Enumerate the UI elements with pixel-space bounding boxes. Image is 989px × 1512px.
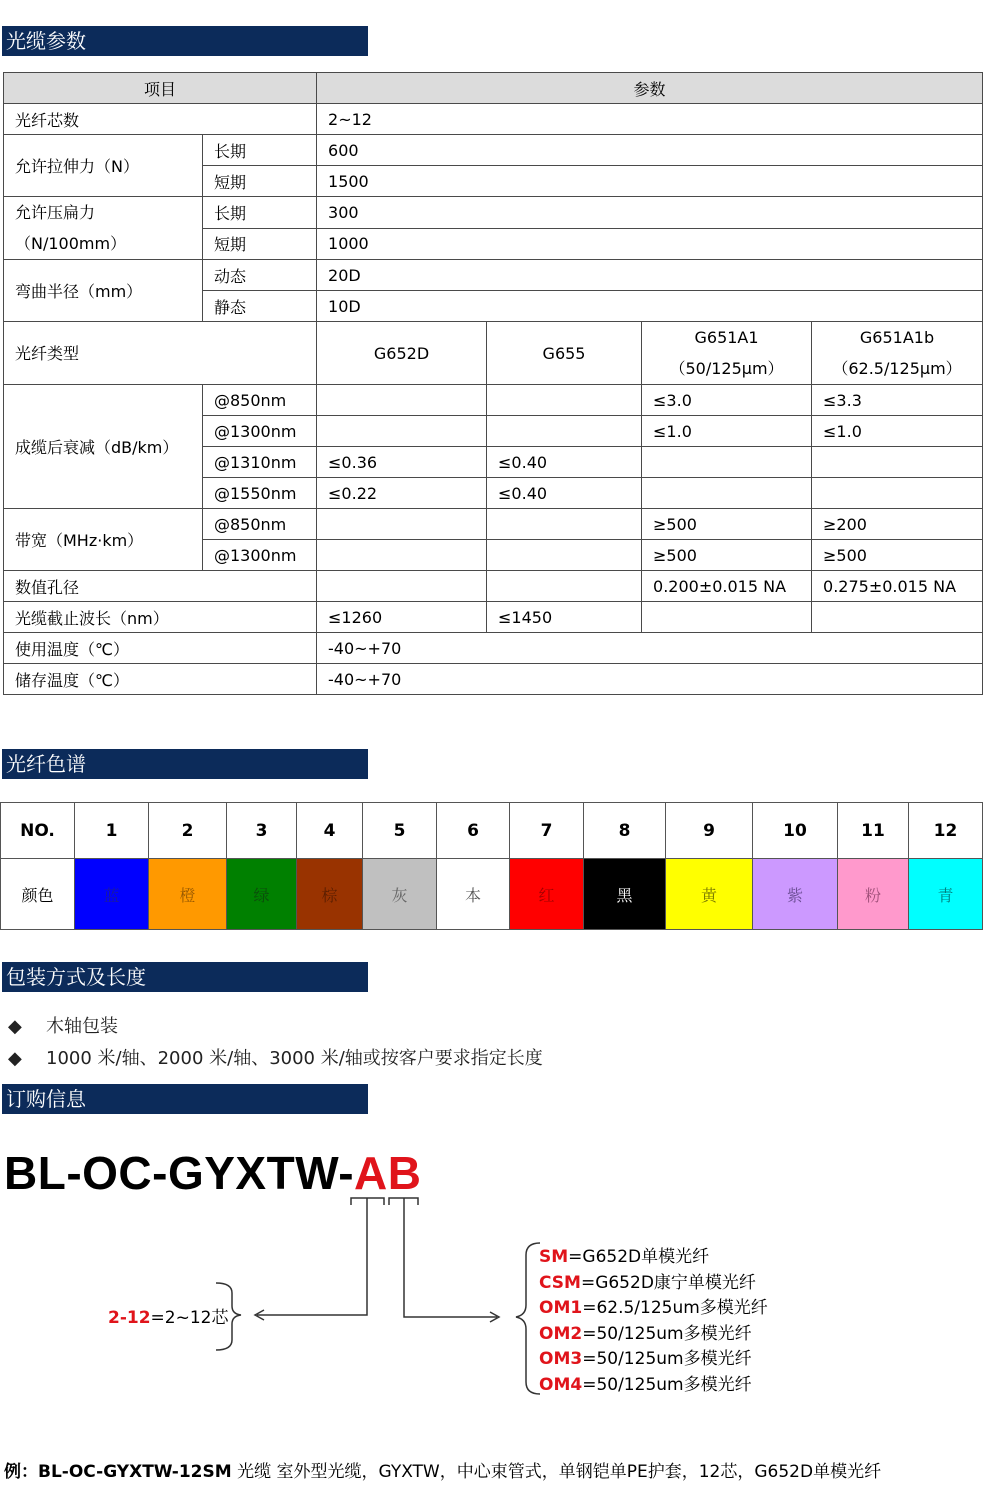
row-label: 光纤类型 (4, 322, 317, 385)
cell: ≤0.40 (487, 447, 642, 478)
sub-label: 短期 (203, 228, 317, 260)
color-number: 3 (227, 803, 297, 859)
color-number: 11 (838, 803, 909, 859)
model-suffix: AB (354, 1147, 422, 1199)
sub-label: @1300nm (203, 540, 317, 571)
row-value: 2~12 (317, 104, 983, 135)
color-number: 9 (666, 803, 753, 859)
cell: 0.275±0.015 NA (812, 571, 983, 602)
row-label: 成缆后衰减（dB/km） (4, 385, 203, 509)
cell: ≤1450 (487, 602, 642, 633)
fiber-option (539, 1370, 752, 1395)
cell: 0.200±0.015 NA (642, 571, 812, 602)
cell: ≥500 (642, 509, 812, 540)
color-number: 2 (149, 803, 227, 859)
crush-label-line1: 允许压扁力 (15, 203, 96, 222)
fiber-option-key: CSM (539, 1272, 581, 1293)
sub-label: 静态 (203, 291, 317, 322)
row-value: 600 (317, 135, 983, 166)
diamond-bullet-icon: ◆ (8, 1016, 22, 1037)
header-param: 参数 (317, 73, 983, 104)
no-header: NO. (1, 803, 75, 859)
row-label: 带宽（MHz·km） (4, 509, 203, 571)
fiber-option-desc: =50/125um多模光纤 (582, 1349, 752, 1370)
sub-label: @1310nm (203, 447, 317, 478)
packaging-text: 木轴包装 (46, 1016, 118, 1037)
example-label: 例：BL-OC-GYXTW-12SM (4, 1462, 232, 1482)
fiber-option-desc: =50/125um多模光纤 (582, 1375, 752, 1395)
row-value: -40~+70 (317, 633, 983, 664)
section-title-fiber-colors: 光纤色谱 (2, 749, 368, 779)
color-swatch: 红 (510, 859, 584, 930)
example-text: 光缆 室外型光缆，GYXTW，中心束管式，单钢铠单PE护套，12芯，G652D单模光纤 (231, 1462, 882, 1482)
cell: ≥500 (642, 540, 812, 571)
fiber-option-key: SM (539, 1247, 569, 1267)
crush-label-line2: （N/100mm） (15, 234, 127, 253)
color-swatch: 黄 (666, 859, 753, 930)
section-title-cable-params: 光缆参数 (2, 26, 368, 56)
cores-key: 2-12 (108, 1308, 151, 1328)
fiber-option (539, 1268, 756, 1293)
sub-label: 长期 (203, 197, 317, 229)
section-title-ordering: 订购信息 (2, 1084, 368, 1114)
cell: ≤1260 (317, 602, 487, 633)
packaging-text: 1000 米/轴、2000 米/轴、3000 米/轴或按客户要求指定长度 (46, 1048, 543, 1069)
cell: ≤0.40 (487, 478, 642, 509)
cell: ≥500 (812, 540, 983, 571)
cores-option (108, 1303, 228, 1328)
fiber-type-g651a1-line2: （50/125μm） (669, 359, 784, 378)
row-value: 10D (317, 291, 983, 322)
row-label: 光缆截止波长（nm） (4, 602, 317, 633)
model-prefix: BL-OC-GYXTW- (4, 1147, 355, 1199)
fiber-type-g651a1b-line1: G651A1b (859, 328, 935, 347)
fiber-option-desc: =G652D康宁单模光纤 (580, 1272, 756, 1293)
fiber-option-key: OM3 (539, 1349, 583, 1370)
color-number: 5 (363, 803, 437, 859)
row-label: 数值孔径 (4, 571, 317, 602)
diamond-bullet-icon: ◆ (8, 1048, 22, 1069)
color-swatch: 青 (909, 859, 983, 930)
cell: ≤1.0 (642, 416, 812, 447)
color-swatch: 灰 (363, 859, 437, 930)
brace-options (516, 1243, 540, 1394)
cell: ≤1.0 (812, 416, 983, 447)
fiber-option (539, 1319, 752, 1344)
color-swatch: 粉 (838, 859, 909, 930)
row-value: 1000 (317, 228, 983, 260)
row-value: 20D (317, 260, 983, 291)
fiber-option-key: OM1 (539, 1298, 583, 1319)
sub-label: @850nm (203, 509, 317, 540)
fiber-option-desc: =G652D单模光纤 (568, 1247, 710, 1267)
row-label: 允许拉伸力（N） (4, 135, 203, 197)
fiber-option (539, 1242, 709, 1267)
color-number: 4 (297, 803, 363, 859)
sub-label: @1550nm (203, 478, 317, 509)
color-swatch: 黑 (584, 859, 666, 930)
row-label: 弯曲半径（mm） (4, 260, 203, 322)
color-swatch: 绿 (227, 859, 297, 930)
row-label: 使用温度（℃） (4, 633, 317, 664)
cell: ≤0.36 (317, 447, 487, 478)
color-header: 颜色 (1, 859, 75, 930)
fiber-option-key: OM2 (539, 1323, 583, 1344)
fiber-type-g652d: G652D (317, 322, 487, 385)
row-value: 1500 (317, 166, 983, 197)
color-number: 12 (909, 803, 983, 859)
color-number: 6 (437, 803, 510, 859)
header-item: 项目 (4, 73, 317, 104)
fiber-option (539, 1344, 752, 1369)
sub-label: 长期 (203, 135, 317, 166)
connector-a (257, 1198, 367, 1315)
color-number: 8 (584, 803, 666, 859)
color-swatch: 橙 (149, 859, 227, 930)
row-value: -40~+70 (317, 664, 983, 695)
fiber-option-desc: =50/125um多模光纤 (582, 1323, 752, 1344)
fiber-type-g651a1b-line2: （62.5/125μm） (832, 359, 962, 378)
fiber-type-g655: G655 (487, 322, 642, 385)
section-title-packaging: 包装方式及长度 (2, 962, 368, 992)
example-line (4, 1457, 881, 1482)
sub-label: 短期 (203, 166, 317, 197)
cell: ≤3.0 (642, 385, 812, 416)
sub-label: 动态 (203, 260, 317, 291)
row-value: 300 (317, 197, 983, 229)
color-swatch: 紫 (753, 859, 838, 930)
row-label: 储存温度（℃） (4, 664, 317, 695)
color-swatch: 蓝 (75, 859, 149, 930)
cell: ≥200 (812, 509, 983, 540)
color-number: 10 (753, 803, 838, 859)
row-label: 光纤芯数 (4, 104, 317, 135)
sub-label: @850nm (203, 385, 317, 416)
fiber-type-g651a1-line1: G651A1 (694, 328, 759, 347)
cell: ≤0.22 (317, 478, 487, 509)
fiber-option (539, 1293, 768, 1318)
cores-desc: =2~12芯 (150, 1308, 229, 1328)
sub-label: @1300nm (203, 416, 317, 447)
cell: ≤3.3 (812, 385, 983, 416)
connector-b (404, 1198, 497, 1317)
color-swatch: 本 (437, 859, 510, 930)
color-swatch: 棕 (297, 859, 363, 930)
fiber-option-desc: =62.5/125um多模光纤 (582, 1298, 768, 1319)
color-number: 7 (510, 803, 584, 859)
fiber-option-key: OM4 (539, 1375, 583, 1395)
color-number: 1 (75, 803, 149, 859)
